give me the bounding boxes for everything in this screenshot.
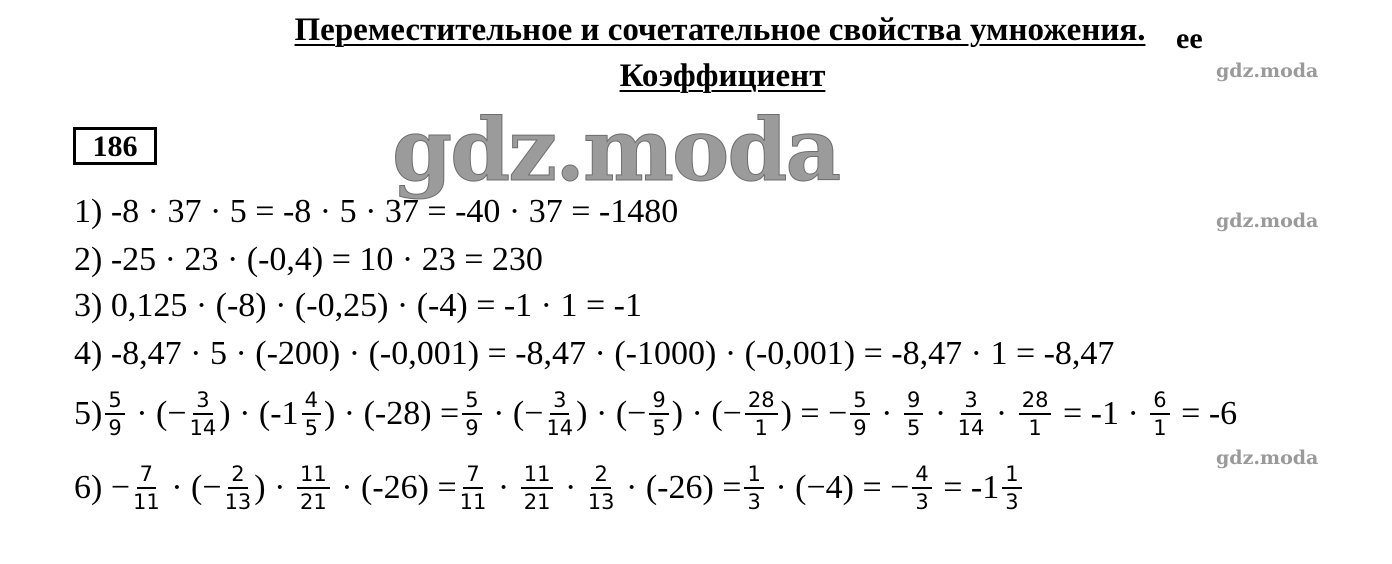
fraction: $\frac{7}{11}$: [459, 462, 487, 514]
fraction: $\frac{3}{14}$: [546, 388, 574, 440]
page-number: ее: [1176, 22, 1203, 55]
watermark-small: gdz.moda: [1216, 210, 1319, 232]
fraction: $\frac{6}{1}$: [1150, 388, 1169, 440]
fraction: $\frac{28}{1}$: [745, 388, 778, 440]
page-subtitle: Коэффициент: [619, 58, 826, 94]
expression-text: ) ·: [254, 469, 294, 506]
solution-line-3: 3) 0,125 · (-8) · (-0,25) · (-4) = -1 · 1 = -1: [74, 287, 643, 324]
task-number-box: 186: [73, 127, 157, 165]
expression-text: · (−: [127, 395, 187, 432]
fraction: $\frac{11}{21}$: [521, 462, 554, 514]
fraction: $\frac{1}{3}$: [744, 462, 763, 514]
fraction: $\frac{28}{1}$: [1019, 388, 1052, 440]
expression-text: · (−4) = −: [766, 469, 910, 506]
line-label: 6) −: [74, 469, 130, 506]
page-title: Переместительное и сочетательное свойства умножения.: [294, 12, 1146, 48]
expression-text: ) · (-1: [219, 395, 299, 432]
line-label: 5): [74, 395, 103, 432]
solution-line-2: 2) -25 · 23 · (-0,4) = 10 · 23 = 230: [74, 241, 543, 278]
expression-text: · (-26) =: [617, 469, 742, 506]
expression-text: = -6: [1172, 395, 1238, 432]
solution-line-6: [74, 446, 1025, 530]
expression-text: ) · (−: [671, 395, 742, 432]
expression-text: ) · (-28) =: [323, 395, 460, 432]
expression-text: ·: [987, 395, 1016, 432]
fraction: $\frac{3}{14}$: [189, 388, 217, 440]
fraction: $\frac{4}{3}$: [912, 462, 931, 514]
expression-text: = -1: [934, 469, 1000, 506]
fraction: $\frac{11}{21}$: [297, 462, 330, 514]
watermark-large: gdz.moda: [392, 100, 840, 201]
solution-line-4: 4) -8,47 · 5 · (-200) · (-0,001) = -8,47 · (-1000) · (-0,001) = -8,47 · 1 = -8,47: [74, 335, 1115, 372]
fraction: $\frac{5}{9}$: [850, 388, 869, 440]
watermark-small: gdz.moda: [1216, 447, 1319, 469]
fraction: $\frac{3}{14}$: [957, 388, 985, 440]
solution-line-5: [74, 372, 1237, 456]
expression-text: ) · (−: [576, 395, 647, 432]
watermark-small: gdz.moda: [1216, 60, 1319, 82]
expression-text: ·: [489, 469, 518, 506]
expression-text: ·: [556, 469, 585, 506]
fraction: $\frac{2}{13}$: [224, 462, 252, 514]
expression-text: = -1 ·: [1054, 395, 1148, 432]
expression-text: ·: [872, 395, 901, 432]
fraction: $\frac{9}{5}$: [649, 388, 668, 440]
fraction: $\frac{7}{11}$: [133, 462, 160, 514]
expression-text: · (−: [484, 395, 544, 432]
expression-text: ) = −: [780, 395, 848, 432]
fraction: $\frac{4}{5}$: [302, 388, 321, 440]
expression-text: ·: [926, 395, 955, 432]
expression-text: · (-26) =: [332, 469, 457, 506]
fraction: $\frac{9}{5}$: [904, 388, 923, 440]
expression-text: · (−: [162, 469, 222, 506]
fraction: $\frac{1}{3}$: [1002, 462, 1021, 514]
solution-line-1: 1) -8 · 37 · 5 = -8 · 5 · 37 = -40 · 37 = -1480: [74, 193, 679, 230]
fraction: $\frac{5}{9}$: [105, 388, 124, 440]
fraction: $\frac{2}{13}$: [587, 462, 615, 514]
fraction: $\frac{5}{9}$: [462, 388, 481, 440]
